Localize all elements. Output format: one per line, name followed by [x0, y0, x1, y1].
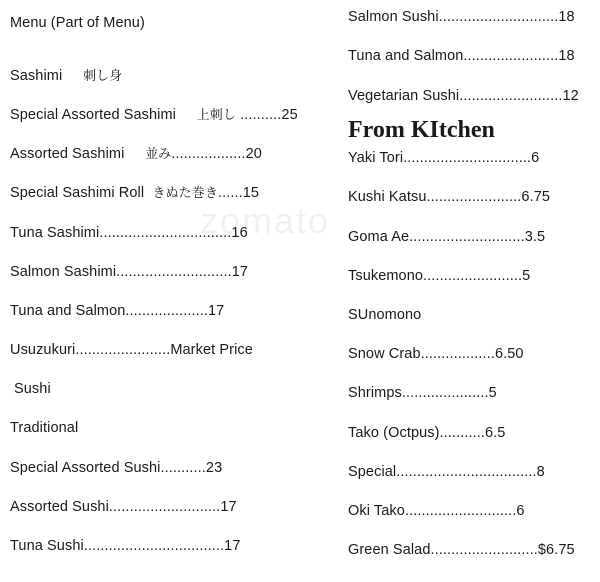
menu-item-shrimps: Shrimps.....................5 — [348, 385, 497, 401]
item-label: Special Sashimi Roll — [10, 185, 145, 201]
menu-item-tuna-sashimi: Tuna Sashimi................................16 — [10, 225, 248, 241]
item-jp: 上刺し — [196, 108, 236, 123]
menu-item-assorted-sashimi — [10, 145, 262, 164]
traditional-heading: Traditional — [10, 420, 79, 436]
sashimi-heading-jp: 刺し身 — [82, 69, 123, 84]
item-price: ..........25 — [235, 107, 298, 123]
menu-item-special-assorted-sashimi — [10, 106, 298, 125]
menu-item-green-salad: Green Salad..........................$6.75 — [348, 542, 575, 558]
menu-item-yaki-tori: Yaki Tori...............................6 — [348, 150, 540, 166]
menu-item-tsukemono: Tsukemono........................5 — [348, 268, 531, 284]
menu-item-assorted-sushi: Assorted Sushi...........................17 — [10, 499, 237, 515]
sashimi-heading — [10, 67, 122, 86]
menu-item-snow-crab: Snow Crab..................6.50 — [348, 346, 524, 362]
item-label: Assorted Sashimi — [10, 146, 125, 162]
menu-title: Menu (Part of Menu) — [10, 15, 145, 31]
menu-item-sunomono: SUnomono — [348, 307, 422, 323]
watermark: zomato — [200, 200, 331, 241]
item-jp: きぬた巻き — [152, 186, 218, 201]
menu-item-tuna-and-salmon-sushi: Tuna and Salmon.......................18 — [348, 48, 575, 64]
menu-item-oki-tako: Oki Tako...........................6 — [348, 503, 525, 519]
menu-item-salmon-sashimi: Salmon Sashimi............................17 — [10, 264, 249, 280]
menu-item-tuna-sushi: Tuna Sushi..................................17 — [10, 538, 241, 554]
item-price: ..................20 — [171, 146, 262, 162]
item-jp: 並み — [145, 147, 172, 162]
kitchen-heading: From KItchen — [348, 117, 495, 143]
menu-item-usuzukuri: Usuzukuri.......................Market Price — [10, 342, 253, 358]
menu-item-salmon-sushi: Salmon Sushi.............................18 — [348, 9, 575, 25]
menu-item-tuna-and-salmon-sashimi: Tuna and Salmon....................17 — [10, 303, 225, 319]
menu-item-vegetarian-sushi: Vegetarian Sushi.........................12 — [348, 88, 579, 104]
menu-item-tako: Tako (Octpus)...........6.5 — [348, 425, 506, 441]
item-price: ......15 — [217, 185, 260, 201]
menu-item-goma-ae: Goma Ae............................3.5 — [348, 229, 546, 245]
sashimi-heading-label: Sashimi — [10, 68, 63, 84]
menu-item-special-assorted-sushi: Special Assorted Sushi...........23 — [10, 460, 223, 476]
menu-item-kushi-katsu: Kushi Katsu.......................6.75 — [348, 189, 551, 205]
menu-item-special-sashimi-roll — [10, 184, 259, 203]
menu-item-special: Special..................................8 — [348, 464, 545, 480]
sushi-heading: Sushi — [14, 381, 51, 397]
item-label: Special Assorted Sashimi — [10, 107, 177, 123]
